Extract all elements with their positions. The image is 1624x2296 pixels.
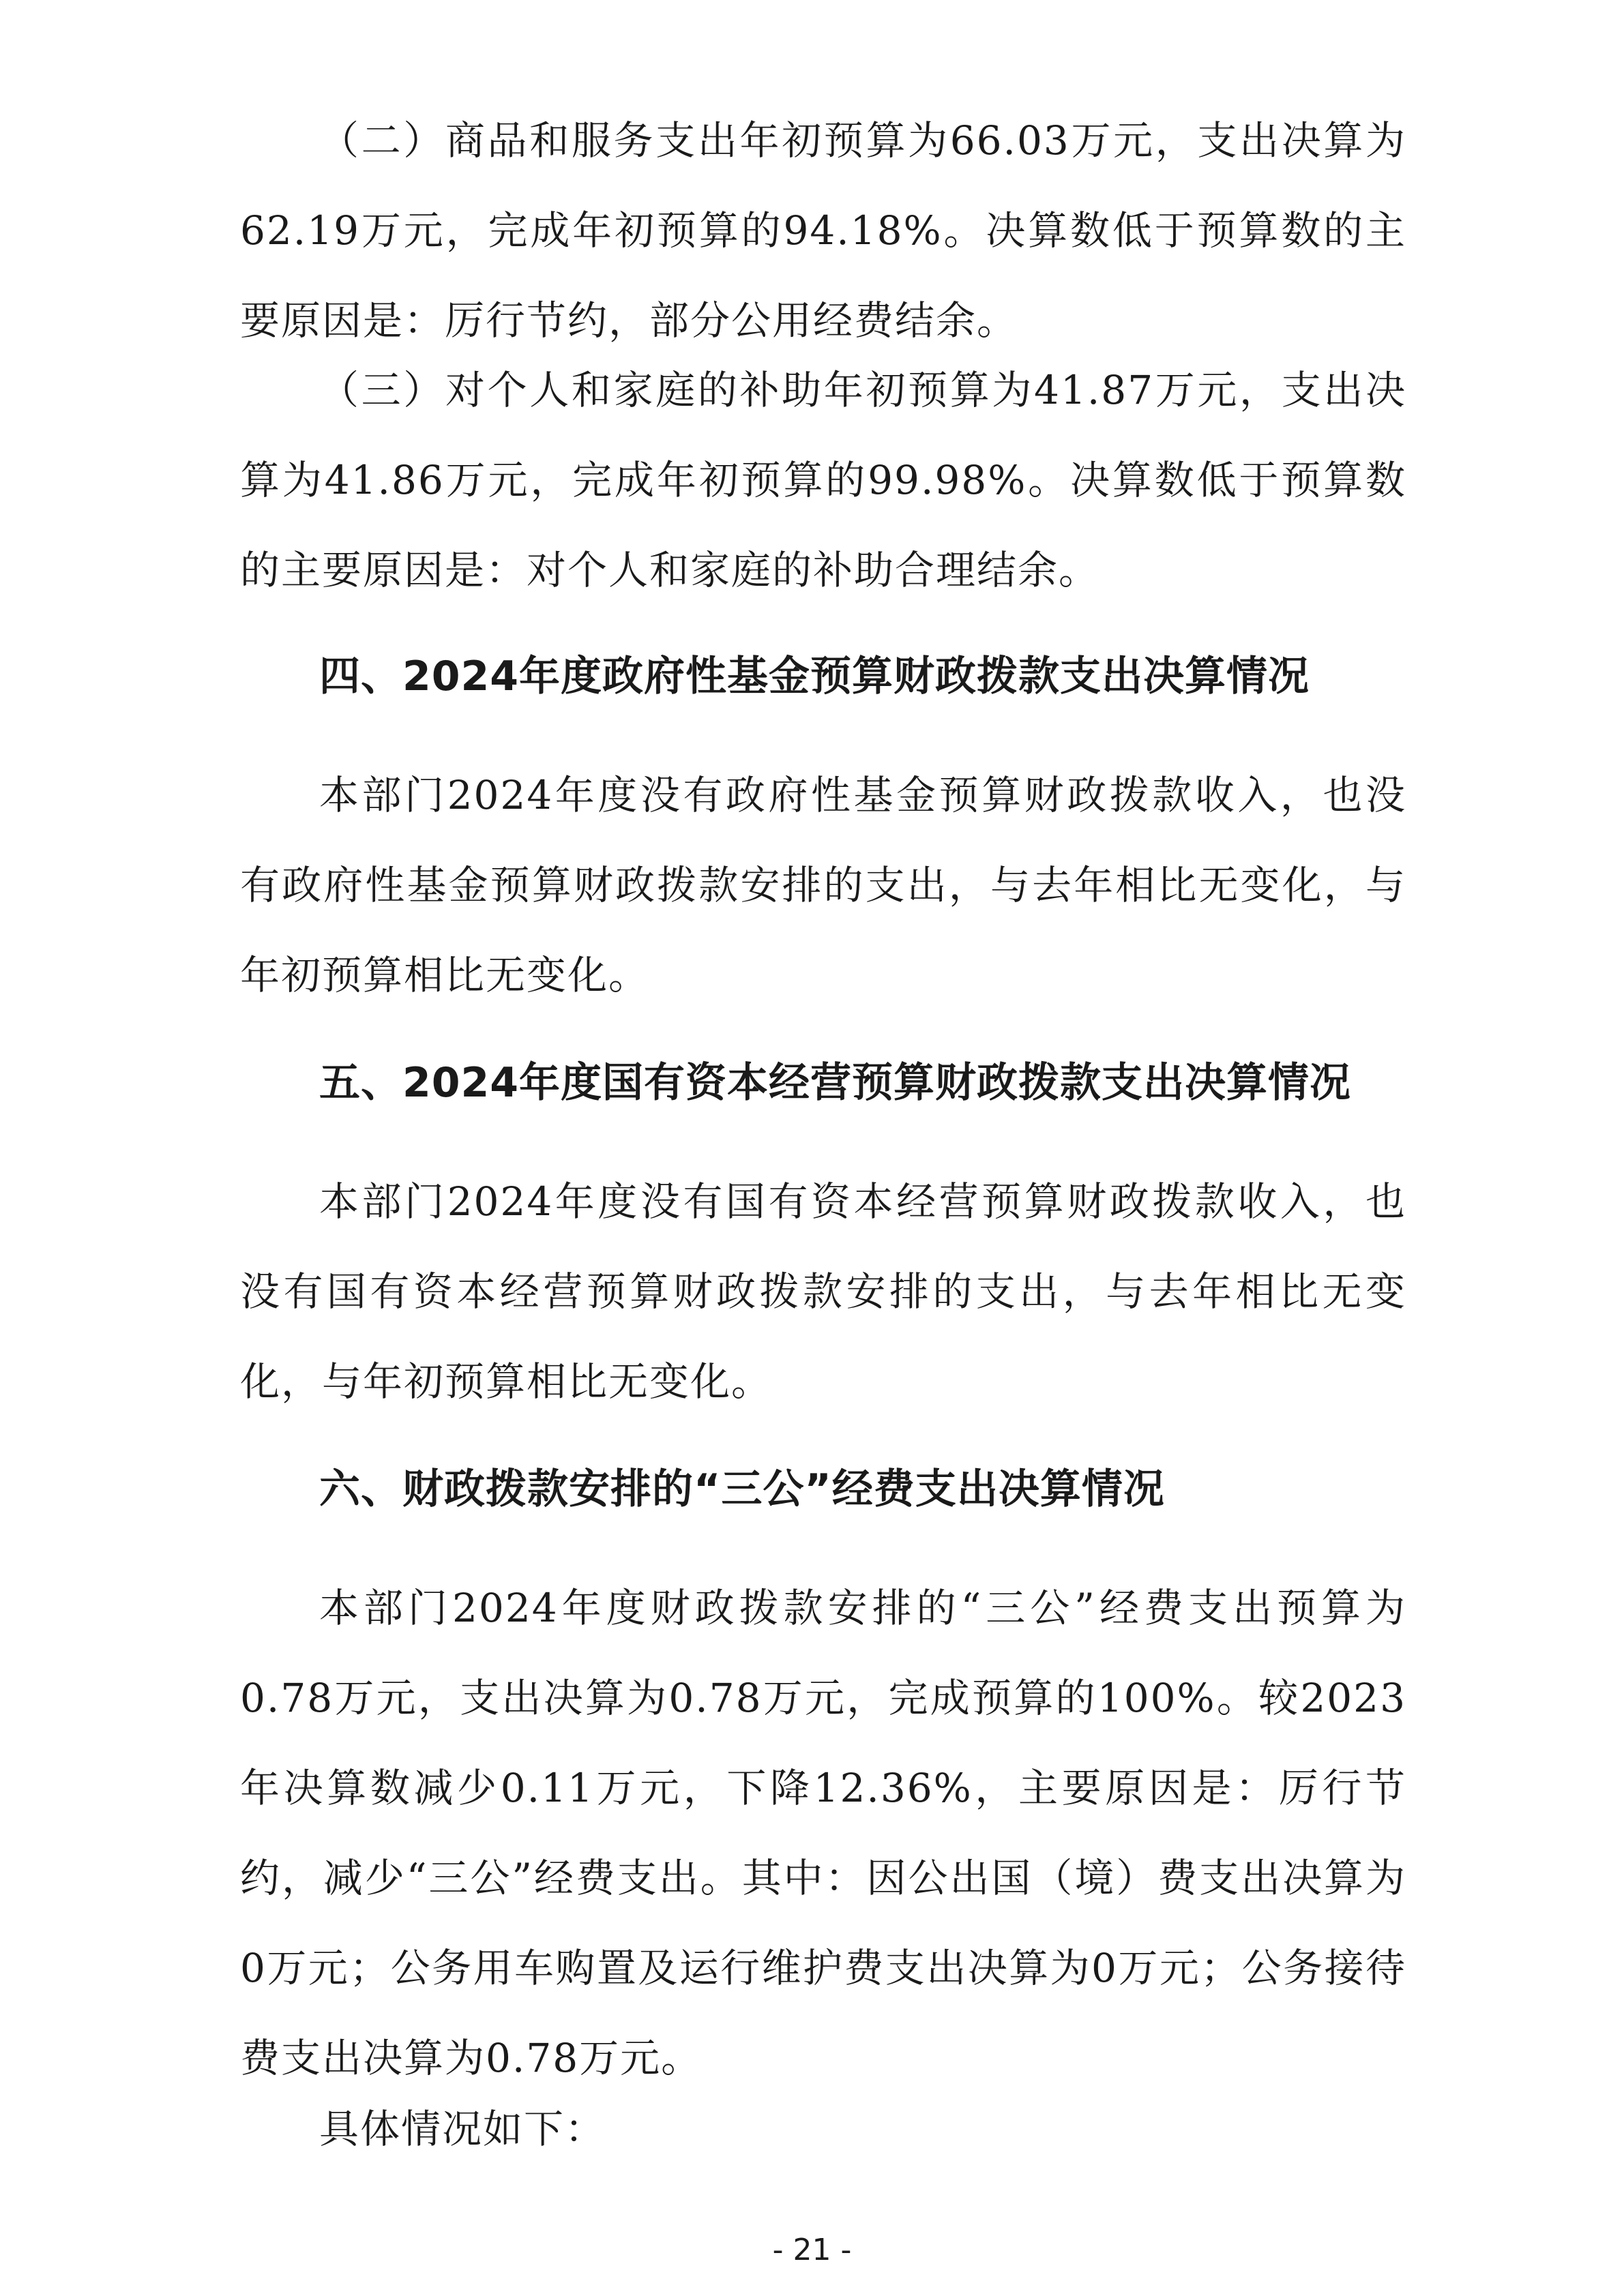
section-heading-government-fund: 四、2024年度政府性基金预算财政拨款支出决算情况 xyxy=(319,653,1310,700)
paragraph-household-subsidy: （三）对个人和家庭的补助年初预算为41.87万元，支出决算为41.86万元，完成年初预算的99.98%。决算数低于预算数的主要原因是：对个人和家庭的补助合理结余。 xyxy=(240,367,1406,593)
section-heading-three-public-expenses: 六、财政拨款安排的“三公”经费支出决算情况 xyxy=(319,1465,1165,1513)
paragraph-state-capital: 本部门2024年度没有国有资本经营预算财政拨款收入，也没有国有资本经营预算财政拨款安排的支出，与去年相比无变化，与年初预算相比无变化。 xyxy=(240,1178,1406,1405)
paragraph-details-follow: 具体情况如下： xyxy=(319,2106,606,2152)
paragraph-government-fund: 本部门2024年度没有政府性基金预算财政拨款收入，也没有政府性基金预算财政拨款安排的支出，与去年相比无变化，与年初预算相比无变化。 xyxy=(240,772,1406,998)
page-number: - 21 - xyxy=(772,2233,852,2267)
section-heading-state-capital: 五、2024年度国有资本经营预算财政拨款支出决算情况 xyxy=(319,1059,1351,1107)
paragraph-goods-services-expense: （二）商品和服务支出年初预算为66.03万元，支出决算为62.19万元，完成年初预算的94.18%。决算数低于预算数的主要原因是：厉行节约，部分公用经费结余。 xyxy=(240,117,1406,344)
paragraph-three-public-expenses: 本部门2024年度财政拨款安排的“三公”经费支出预算为0.78万元，支出决算为0.78万元，完成预算的100%。较2023年决算数减少0.11万元，下降12.36%，主要原因是：厉行节约，减少“三公”经费支出。其中：因公出国（境）费支出决算为0万元；公务用车购置及运行维护费支出决算为0万元；公务接待费支出决算为0.78万元。 xyxy=(240,1585,1406,2081)
